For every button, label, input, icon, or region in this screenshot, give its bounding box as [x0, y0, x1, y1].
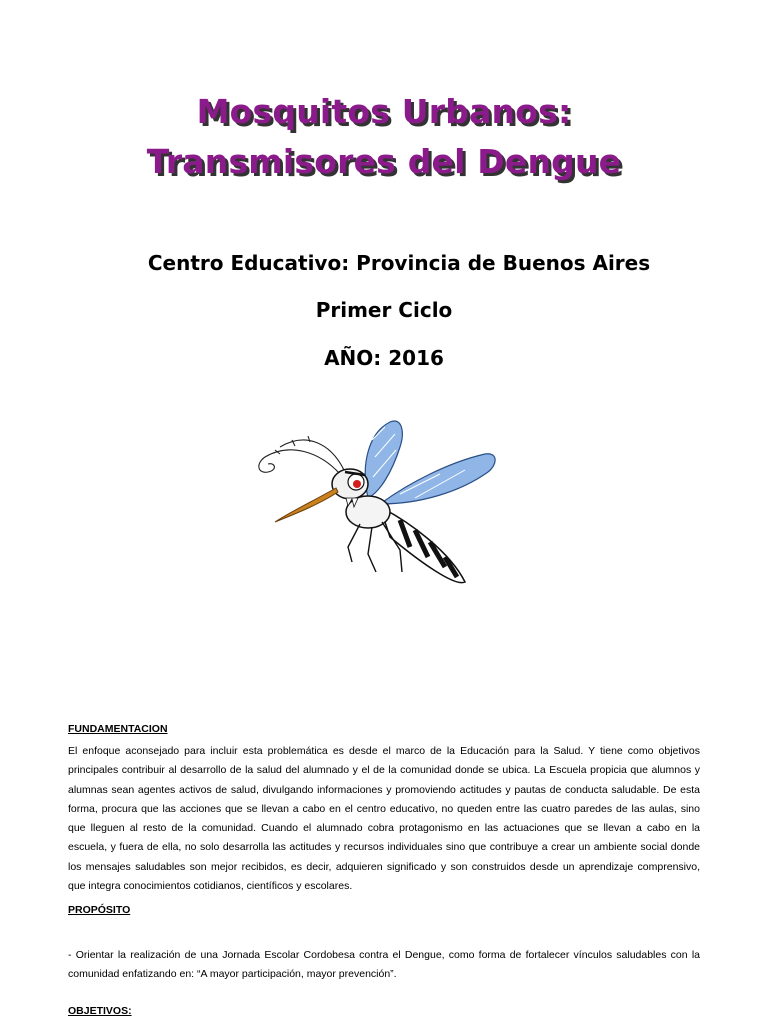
wing-right	[380, 454, 495, 504]
title-line-1: Mosquitos Urbanos:	[196, 92, 572, 131]
text-line: principales contribuir al desarrollo de la salud del alumnado y el de la comunidad donde se ubica. La Escuela propicia que alumnos y	[68, 764, 700, 777]
wing-left	[365, 421, 402, 498]
heading-proposito: PROPÓSITO	[68, 904, 131, 916]
ciclo: Primer Ciclo	[315, 298, 453, 322]
paragraph-fundamentacion	[68, 742, 700, 896]
text-line: escuela, y fuera de ella, no solo desarrolla las actitudes y recursos individuales sino que contribuye a crear un ambiente social donde	[68, 841, 700, 854]
centro-educativo: Centro Educativo: Provincia de Buenos Aires	[147, 251, 651, 275]
paragraph-proposito	[68, 946, 700, 985]
mosquito-abdomen	[380, 507, 465, 583]
antennae	[259, 436, 344, 474]
text-line: comunidad enfatizando en: “A mayor participación, mayor prevención”.	[68, 968, 397, 981]
text-line: los mensajes saludables son mejor recibidos, es decir, adquieren significado y son construidos desde un aprendizaje comprensivo,	[68, 860, 700, 873]
text-line: alumnas sean agentes activos de salud, divulgando informaciones y promoviendo actitudes y pautas de conducta saludable. De esta	[68, 783, 700, 796]
text-line: forma, procura que las acciones que se llevan a cabo en el centro educativo, no queden entre las cuatro paredes de las aulas, sino	[68, 802, 700, 815]
text-line: que lleguen al resto de la comunidad. Cuando el alumnado cobra protagonismo en las actuaciones que se llevan a cabo en la	[68, 822, 700, 835]
heading-objetivos: OBJETIVOS:	[68, 1005, 132, 1017]
text-line: que integra conocimientos cotidianos, científicos y escolares.	[68, 880, 353, 893]
title-line-2: Transmisores del Dengue	[146, 142, 622, 181]
proboscis	[275, 488, 338, 522]
text-line: El enfoque aconsejado para incluir esta problemática es desde el marco de la Educación para la Salud. Y tiene como objetivos	[68, 745, 700, 757]
text-line: - Orientar la realización de una Jornada Escolar Cordobesa contra el Dengue, como forma de fortalecer vínculos saludables con la	[68, 949, 700, 961]
mosquito-illustration	[250, 412, 500, 592]
heading-fundamentacion: FUNDAMENTACION	[68, 723, 168, 735]
anio: AÑO: 2016	[324, 346, 444, 370]
